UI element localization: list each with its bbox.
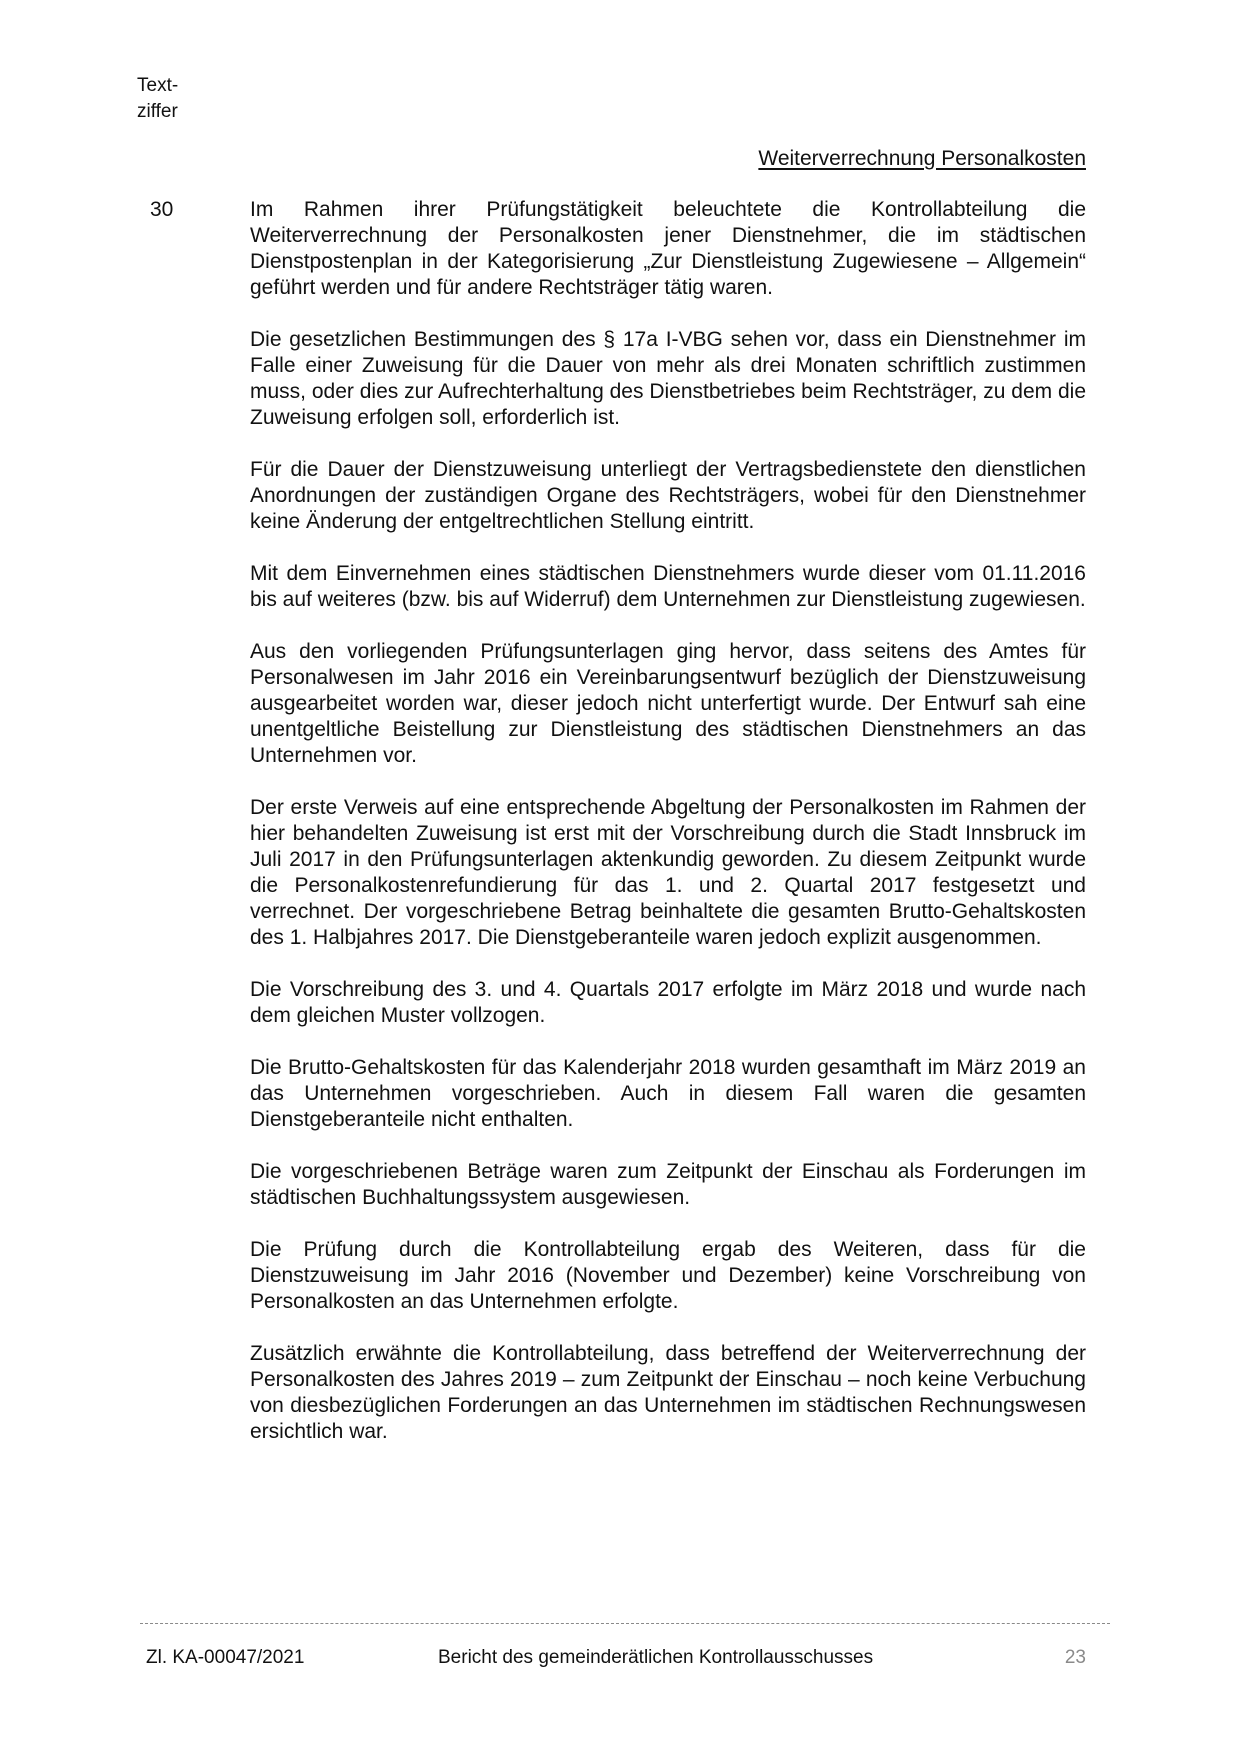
margin-label-line-1: Text-	[137, 75, 179, 96]
paragraph: Die Vorschreibung des 3. und 4. Quartals 2017 erfolgte im März 2018 und wurde nach dem gleichen Muster vollzogen.	[250, 978, 1086, 1027]
section-heading: Weiterverrechnung Personalkosten	[758, 147, 1086, 170]
paragraph: Die vorgeschriebenen Beträge waren zum Zeitpunkt der Einschau als Forderungen im städtischen Buchhaltungssystem ausgewiesen.	[250, 1160, 1086, 1209]
margin-label-line-2: ziffer	[137, 101, 178, 122]
footer-title: Bericht des gemeinderätlichen Kontrollausschusses	[438, 1647, 874, 1668]
footer-reference: Zl. KA-00047/2021	[146, 1647, 305, 1668]
paragraph: Für die Dauer der Dienstzuweisung unterliegt der Vertragsbedienstete den dienstlichen Anordnungen der zuständigen Organe des Rechtsträgers, wobei für den Dienstnehmer keine Änderung der entgeltrechtlichen Stellung eintritt.	[250, 458, 1086, 533]
textziffer-number: 30	[150, 198, 174, 221]
margin-label-textziffer	[137, 73, 178, 125]
paragraph: Aus den vorliegenden Prüfungsunterlagen ging hervor, dass seitens des Amtes für Personalwesen im Jahr 2016 ein Vereinbarungsentwurf bezüglich der Dienstzuweisung ausgearbeitet worden war, dieser jedoch nicht unterfertigt wurde. Der Entwurf sah eine unentgeltliche Beistellung zur Dienstleistung des städtischen Dienstnehmers an das Unternehmen vor.	[250, 640, 1086, 767]
paragraph: Die Brutto-Gehaltskosten für das Kalenderjahr 2018 wurden gesamthaft im März 2019 an das Unternehmen vorgeschrieben. Auch in diesem Fall waren die gesamten Dienstgeberanteile nicht enthalten.	[250, 1056, 1086, 1131]
paragraph: Im Rahmen ihrer Prüfungstätigkeit beleuchtete die Kontrollabteilung die Weiterverrechnung der Personalkosten jener Dienstnehmer, die im städtischen Dienstpostenplan in der Kategorisierung „Zur Dienstleistung Zugewiesene – Allgemein“ geführt werden und für andere Rechtsträger tätig waren.	[250, 198, 1086, 299]
body-text	[250, 197, 1086, 1471]
footer-divider	[140, 1623, 1110, 1624]
paragraph: Der erste Verweis auf eine entsprechende Abgeltung der Personalkosten im Rahmen der hier behandelten Zuweisung ist erst mit der Vorschreibung durch die Stadt Innsbruck im Juli 2017 in den Prüfungsunterlagen aktenkundig geworden. Zu diesem Zeitpunkt wurde die Personalkostenrefundierung für das 1. und 2. Quartal 2017 festgesetzt und verrechnet. Der vorgeschriebene Betrag beinhaltete die gesamten Brutto-Gehaltskosten des 1. Halbjahres 2017. Die Dienstgeberanteile waren jedoch explizit ausgenommen.	[250, 796, 1086, 949]
paragraph: Die gesetzlichen Bestimmungen des § 17a I-VBG sehen vor, dass ein Dienstnehmer im Falle einer Zuweisung für die Dauer von mehr als drei Monaten schriftlich zustimmen muss, oder dies zur Aufrechterhaltung des Dienstbetriebes beim Rechtsträger, zu dem die Zuweisung erfolgen soll, erforderlich ist.	[250, 328, 1086, 429]
paragraph: Mit dem Einvernehmen eines städtischen Dienstnehmers wurde dieser vom 01.11.2016 bis auf weiteres (bzw. bis auf Widerruf) dem Unternehmen zur Dienstleistung zugewiesen.	[250, 562, 1086, 611]
paragraph: Die Prüfung durch die Kontrollabteilung ergab des Weiteren, dass für die Dienstzuweisung im Jahr 2016 (November und Dezember) keine Vorschreibung von Personalkosten an das Unternehmen erfolgte.	[250, 1238, 1086, 1313]
page-number: 23	[1064, 1647, 1086, 1668]
paragraph: Zusätzlich erwähnte die Kontrollabteilung, dass betreffend der Weiterverrechnung der Personalkosten des Jahres 2019 – zum Zeitpunkt der Einschau – noch keine Verbuchung von diesbezüglichen Forderungen an das Unternehmen im städtischen Rechnungswesen ersichtlich war.	[250, 1342, 1086, 1443]
